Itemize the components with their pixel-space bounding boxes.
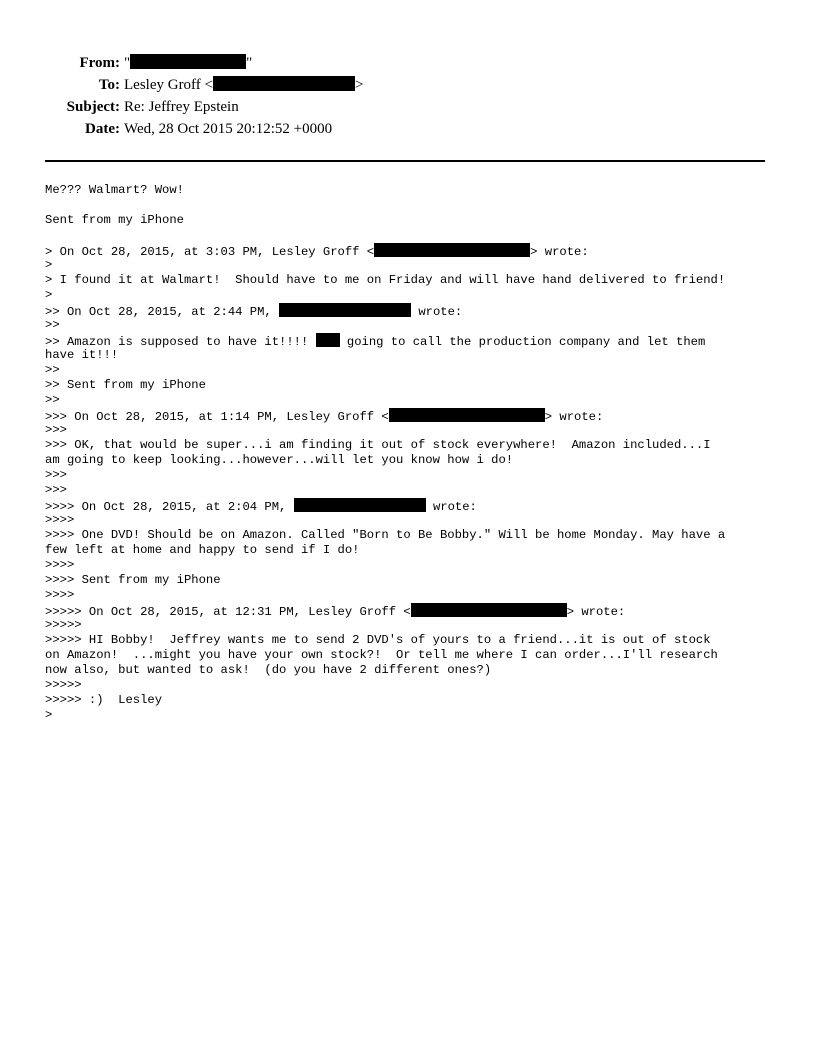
body-line: > I found it at Walmart! Should have to me on Friday and will have hand delivered to friend! — [45, 273, 726, 287]
to-close: > — [355, 77, 364, 93]
body-line: Sent from my iPhone — [45, 213, 184, 227]
body-line: >>>> — [45, 513, 75, 527]
body-line: >> — [45, 318, 60, 332]
body-line: >>>> One DVD! Should be on Amazon. Called "Born to Be Bobby." Will be home Monday. May have a — [45, 528, 726, 542]
body-line: >>>>> :) Lesley — [45, 693, 163, 707]
body-line: >>> — [45, 468, 67, 482]
from-quote-open: " — [124, 55, 131, 71]
to-name: Lesley Groff < — [124, 77, 213, 93]
body-line: >>> — [45, 423, 67, 437]
body-line: >>>>> — [45, 678, 82, 692]
body-line: >> — [45, 363, 60, 377]
redaction-box — [279, 303, 411, 317]
quoted-header-line — [45, 303, 785, 318]
quoted-header-text: >>>> On Oct 28, 2015, at 2:04 PM, — [45, 500, 294, 514]
quoted-header-text: > wrote: — [544, 410, 604, 424]
redaction-box — [389, 408, 545, 422]
email-body — [45, 183, 785, 723]
body-line: have it!!! — [45, 348, 119, 362]
from-value — [124, 52, 252, 74]
body-line: am going to keep looking...however...will let you know how i do! — [45, 453, 514, 467]
quoted-header-text: > wrote: — [566, 605, 626, 619]
redaction-box — [316, 333, 340, 347]
quoted-header-line — [45, 408, 785, 423]
body-line: > — [45, 258, 53, 272]
quoted-header-line — [45, 498, 785, 513]
quoted-header-line — [45, 243, 785, 258]
body-line: >>>> — [45, 588, 75, 602]
date-value: Wed, 28 Oct 2015 20:12:52 +0000 — [124, 121, 333, 137]
to-label: To: — [98, 77, 120, 93]
body-line — [45, 228, 785, 243]
from-quote-close: " — [246, 55, 253, 71]
body-line: >>>>> HI Bobby! Jeffrey wants me to send 2 DVD's of yours to a friend...it is out of stock — [45, 633, 711, 647]
body-line: > — [45, 708, 53, 722]
quoted-header-text: >>> On Oct 28, 2015, at 1:14 PM, Lesley Groff < — [45, 410, 389, 424]
body-line: now also, but wanted to ask! (do you have 2 different ones?) — [45, 663, 492, 677]
quoted-header-text: >>>>> On Oct 28, 2015, at 12:31 PM, Lesley Groff < — [45, 605, 411, 619]
body-line: >> Sent from my iPhone — [45, 378, 206, 392]
body-line: >>> — [45, 483, 67, 497]
quoted-header-text: > wrote: — [530, 245, 589, 259]
subject-row — [0, 96, 816, 118]
redaction-box — [213, 76, 355, 91]
body-line: >>> OK, that would be super...i am finding it out of stock everywhere! Amazon included...I — [45, 438, 711, 452]
body-line: >>>>> — [45, 618, 82, 632]
body-line: >>>> Sent from my iPhone — [45, 573, 221, 587]
body-text: going to call the production company and let them — [339, 335, 706, 349]
to-row — [0, 74, 816, 96]
body-text: >> Amazon is supposed to have it!!!! — [45, 335, 316, 349]
redaction-box — [130, 54, 246, 69]
body-line — [45, 198, 785, 213]
body-line: >>>> — [45, 558, 75, 572]
body-line — [45, 333, 785, 348]
from-row — [0, 52, 816, 74]
quoted-header-text: wrote: — [411, 305, 463, 319]
redaction-box — [294, 498, 426, 512]
date-label: Date: — [85, 121, 120, 137]
body-line: Me??? Walmart? Wow! — [45, 183, 184, 197]
header-divider — [45, 160, 765, 162]
email-header — [0, 52, 816, 140]
from-label: From: — [79, 55, 120, 71]
subject-label: Subject: — [66, 99, 120, 115]
subject-value: Re: Jeffrey Epstein — [124, 99, 239, 115]
body-line: on Amazon! ...might you have your own stock?! Or tell me where I can order...I'll research — [45, 648, 718, 662]
quoted-header-text: >> On Oct 28, 2015, at 2:44 PM, — [45, 305, 280, 319]
quoted-header-line — [45, 603, 785, 618]
body-line: >> — [45, 393, 60, 407]
redaction-box — [374, 243, 530, 257]
body-line: few left at home and happy to send if I do! — [45, 543, 360, 557]
body-line: > — [45, 288, 53, 302]
redaction-box — [411, 603, 567, 617]
quoted-header-text: wrote: — [425, 500, 477, 514]
to-value — [124, 74, 363, 96]
date-row — [0, 118, 816, 140]
quoted-header-text: > On Oct 28, 2015, at 3:03 PM, Lesley Groff < — [45, 245, 375, 259]
